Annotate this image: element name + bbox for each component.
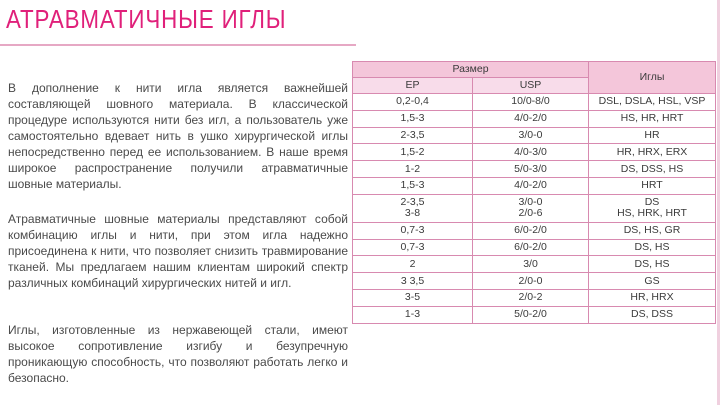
cell-usp: 3/0	[473, 256, 589, 273]
cell-needles: DS, HS	[589, 256, 716, 273]
header-size: Размер	[353, 62, 589, 78]
cell-needles: DS, HS	[589, 239, 716, 256]
cell-usp: 3/0-0	[473, 127, 589, 144]
table-row	[353, 289, 716, 306]
needle-size-table	[352, 61, 716, 324]
cell-ep: 3-5	[353, 289, 473, 306]
table-row	[353, 144, 716, 161]
cell-usp: 10/0-8/0	[473, 94, 589, 111]
cell-needles: DS, DSS, HS	[589, 161, 716, 178]
cell-ep: 0,7-3	[353, 222, 473, 239]
cell-ep: 1,5-2	[353, 144, 473, 161]
cell-ep: 1-3	[353, 306, 473, 323]
cell-usp: 6/0-2/0	[473, 222, 589, 239]
header-ep: EP	[353, 78, 473, 94]
cell-usp: 4/0-2/0	[473, 177, 589, 194]
cell-usp: 2/0-2	[473, 289, 589, 306]
cell-usp: 5/0-2/0	[473, 306, 589, 323]
cell-usp: 4/0-3/0	[473, 144, 589, 161]
header-needles: Иглы	[589, 62, 716, 94]
table-row	[353, 222, 716, 239]
cell-needles: DS HS, HRK, HRT	[589, 194, 716, 222]
table-row	[353, 239, 716, 256]
cell-needles: DS, HS, GR	[589, 222, 716, 239]
cell-usp: 5/0-3/0	[473, 161, 589, 178]
title-divider	[0, 44, 356, 46]
cell-usp: 2/0-0	[473, 273, 589, 290]
table-row	[353, 256, 716, 273]
table-row	[353, 273, 716, 290]
cell-needles: DSL, DSLA, HSL, VSP	[589, 94, 716, 111]
cell-usp: 4/0-2/0	[473, 110, 589, 127]
table-row	[353, 306, 716, 323]
table-row	[353, 161, 716, 178]
cell-needles: DS, DSS	[589, 306, 716, 323]
cell-needles: GS	[589, 273, 716, 290]
table-row	[353, 127, 716, 144]
paragraph-intro: В дополнение к нити игла является важнейшей составляющей шовного материала. В классической процедуре используются нити без игл, а пользователь уже самостоятельно вдевает нить в ушко хирургической иглы непосредственно перед ее использованием. В наше время широкое распространение получили атравматичные шовные материалы.	[8, 81, 348, 191]
table-body	[353, 94, 716, 324]
cell-needles: HRT	[589, 177, 716, 194]
table-row	[353, 194, 716, 222]
paragraph-steel: Иглы, изготовленные из нержавеющей стали, имеют высокое сопротивление изгибу и безупречную проникающую способность, что позволяют работать легко и безопасно.	[8, 323, 348, 385]
cell-ep: 1,5-3	[353, 110, 473, 127]
cell-ep: 2-3,5	[353, 127, 473, 144]
cell-ep: 1,5-3	[353, 177, 473, 194]
page-title: АТРАВМАТИЧНЫЕ ИГЛЫ	[6, 4, 287, 34]
cell-ep: 3 3,5	[353, 273, 473, 290]
paragraph-atraumatic: Атравматичные шовные материалы представляют собой комбинацию иглы и нити, при этом игла надежно присоединена к нити, что позволяет снизить травмирование тканей. Мы предлагаем нашим клиентам широкий спектр различных комбинаций хирургических нитей и игл.	[8, 212, 348, 290]
table-row	[353, 177, 716, 194]
cell-needles: HR	[589, 127, 716, 144]
cell-ep: 0,7-3	[353, 239, 473, 256]
cell-ep: 2	[353, 256, 473, 273]
table-row	[353, 110, 716, 127]
cell-usp: 3/0-0 2/0-6	[473, 194, 589, 222]
cell-ep: 2-3,5 3-8	[353, 194, 473, 222]
cell-usp: 6/0-2/0	[473, 239, 589, 256]
cell-needles: HR, HRX	[589, 289, 716, 306]
table-row	[353, 94, 716, 111]
cell-ep: 0,2-0,4	[353, 94, 473, 111]
cell-ep: 1-2	[353, 161, 473, 178]
cell-needles: HS, HR, HRT	[589, 110, 716, 127]
cell-needles: HR, HRX, ERX	[589, 144, 716, 161]
header-usp: USP	[473, 78, 589, 94]
